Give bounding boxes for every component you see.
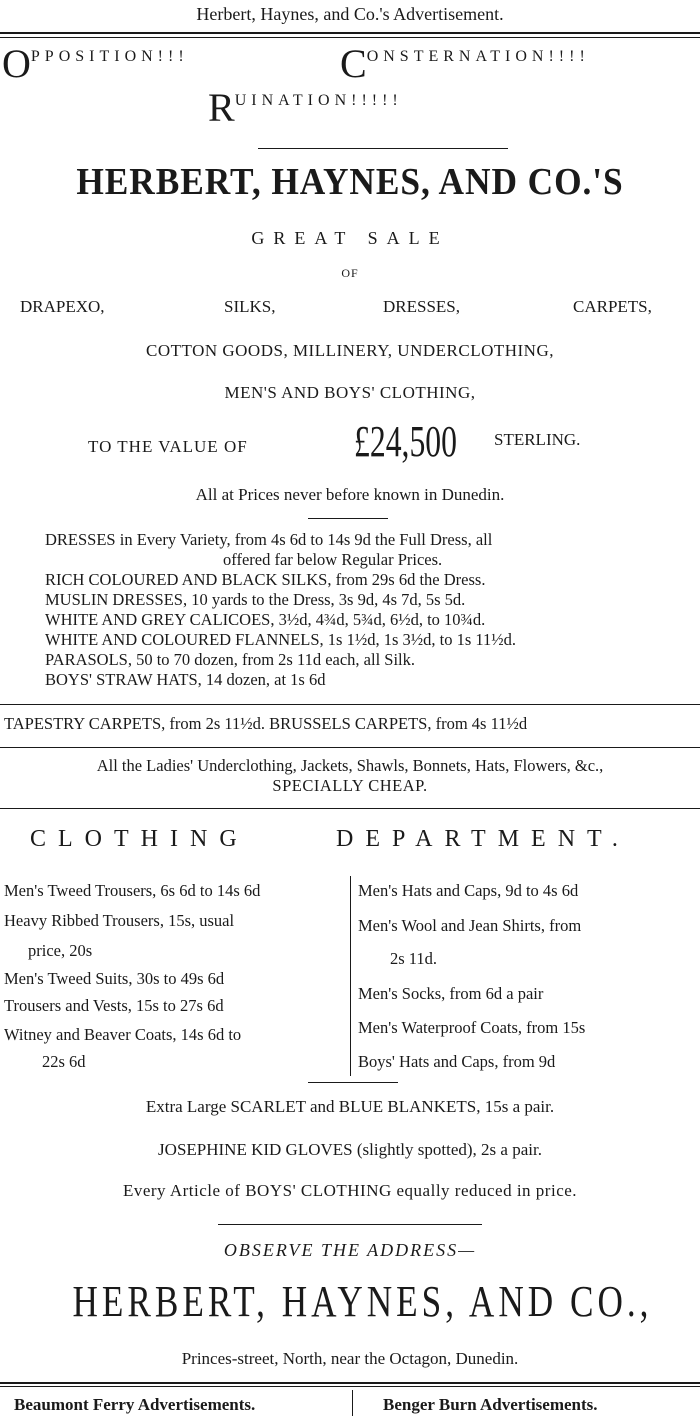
- item-flannels: WHITE AND COLOURED FLANNELS, 1s 1½d, 1s 3½d, to 1s 11½d.: [45, 630, 517, 649]
- blankets-line: Extra Large SCARLET and BLUE BLANKETS, 15s a pair.: [145, 1097, 555, 1116]
- footer-rule-top: [0, 1382, 700, 1384]
- right-shirts-price: 2s 11d.: [390, 949, 438, 968]
- firm-address-name-text: HERBERT, HAYNES, AND CO.,: [72, 1277, 653, 1326]
- item-dresses-cont: offered far below Regular Prices.: [223, 550, 443, 569]
- observe-label: OBSERVE THE ADDRESS—: [223, 1240, 477, 1260]
- item-calicoes: WHITE AND GREY CALICOES, 3½d, 4¾d, 5¾d, 6½d, to 10¾d.: [45, 610, 486, 629]
- right-shirts: Men's Wool and Jean Shirts, from: [358, 916, 582, 935]
- header-rule-bottom: [0, 37, 700, 38]
- clothing-heading-right: DEPARTMENT.: [336, 826, 630, 852]
- consternation-rest: ONSTERNATION!!!!: [366, 48, 590, 65]
- carpets-line: TAPESTRY CARPETS, from 2s 11½d. BRUSSELS CARPETS, from 4s 11½d: [4, 714, 528, 733]
- address-line: Princes-street, North, near the Octagon, Dunedin.: [181, 1349, 519, 1368]
- boys-line: Every Article of BOYS' CLOTHING equally reduced in price.: [122, 1181, 578, 1200]
- right-socks: Men's Socks, from 6d a pair: [358, 984, 544, 1003]
- gloves-line: JOSEPHINE KID GLOVES (slightly spotted), 2s a pair.: [158, 1140, 542, 1159]
- ruination-shout: [208, 85, 403, 130]
- category-carpets: CARPETS,: [573, 297, 652, 316]
- top-header: Herbert, Haynes, and Co.'s Advertisement.: [196, 4, 504, 24]
- left-ribbed-trousers: Heavy Ribbed Trousers, 15s, usual: [4, 911, 235, 930]
- firm-address-name: [0, 1276, 700, 1328]
- category-dresses: DRESSES,: [383, 297, 460, 316]
- value-amount-text: £24,500: [354, 417, 457, 466]
- divider-4: [0, 747, 700, 748]
- category-drapery: DRAPEXO,: [20, 297, 105, 316]
- consternation-initial: C: [340, 41, 367, 86]
- prices-note: All at Prices never before known in Dunedin.: [195, 485, 505, 504]
- footer-left: Beaumont Ferry Advertisements.: [14, 1395, 256, 1414]
- left-witney-price: 22s 6d: [42, 1052, 86, 1071]
- header-rule-top: [0, 32, 700, 34]
- item-muslin: MUSLIN DRESSES, 10 yards to the Dress, 3s 9d, 4s 7d, 5s 5d.: [45, 590, 466, 609]
- ladies-line-1: All the Ladies' Underclothing, Jackets, Shawls, Bonnets, Hats, Flowers, &c.,: [96, 756, 604, 775]
- value-amount: [334, 418, 477, 466]
- item-straw-hats: BOYS' STRAW HATS, 14 dozen, at 1s 6d: [45, 670, 326, 689]
- opposition-rest: PPOSITION!!!: [30, 48, 189, 65]
- left-tweed-trousers: Men's Tweed Trousers, 6s 6d to 14s 6d: [4, 881, 261, 900]
- divider-3: [0, 704, 700, 705]
- footer-rule-bottom: [0, 1386, 700, 1387]
- categories-row-3: MEN'S AND BOYS' CLOTHING,: [224, 383, 476, 402]
- clothing-heading-left: CLOTHING: [30, 826, 249, 852]
- ruination-rest: UINATION!!!!!: [234, 92, 403, 109]
- opposition-shout: [2, 41, 189, 86]
- left-ribbed-price: price, 20s: [28, 941, 93, 960]
- left-witney-coats: Witney and Beaver Coats, 14s 6d to: [4, 1025, 242, 1044]
- value-suffix: STERLING.: [494, 430, 581, 449]
- firm-title: HERBERT, HAYNES, AND CO.'S: [76, 161, 624, 203]
- left-tweed-suits: Men's Tweed Suits, 30s to 49s 6d: [4, 969, 225, 988]
- consternation-shout: [340, 41, 590, 86]
- divider-1: [258, 148, 508, 149]
- divider-7: [218, 1224, 482, 1225]
- right-boys-hats: Boys' Hats and Caps, from 9d: [358, 1052, 556, 1071]
- item-parasols: PARASOLS, 50 to 70 dozen, from 2s 11d each, all Silk.: [45, 650, 416, 669]
- ladies-line-2: SPECIALLY CHEAP.: [272, 776, 428, 795]
- value-prefix: TO THE VALUE OF: [88, 437, 248, 456]
- item-dresses: DRESSES in Every Variety, from 4s 6d to 14s 9d the Full Dress, all: [45, 530, 493, 549]
- category-silks: SILKS,: [224, 297, 276, 316]
- right-waterproof: Men's Waterproof Coats, from 15s: [358, 1018, 586, 1037]
- right-hats-caps: Men's Hats and Caps, 9d to 4s 6d: [358, 881, 579, 900]
- divider-6: [308, 1082, 398, 1083]
- divider-5: [0, 808, 700, 809]
- divider-2: [308, 518, 388, 519]
- opposition-initial: O: [2, 41, 31, 86]
- categories-row-2: COTTON GOODS, MILLINERY, UNDERCLOTHING,: [146, 341, 554, 360]
- ruination-initial: R: [208, 85, 235, 130]
- great-sale: GREAT SALE: [251, 228, 449, 248]
- footer-divider: [352, 1390, 353, 1416]
- column-divider: [350, 876, 351, 1076]
- item-silks: RICH COLOURED AND BLACK SILKS, from 29s 6d the Dress.: [45, 570, 486, 589]
- of-label: OF: [341, 266, 359, 280]
- left-trousers-vests: Trousers and Vests, 15s to 27s 6d: [4, 996, 224, 1015]
- footer-right: Benger Burn Advertisements.: [383, 1395, 598, 1414]
